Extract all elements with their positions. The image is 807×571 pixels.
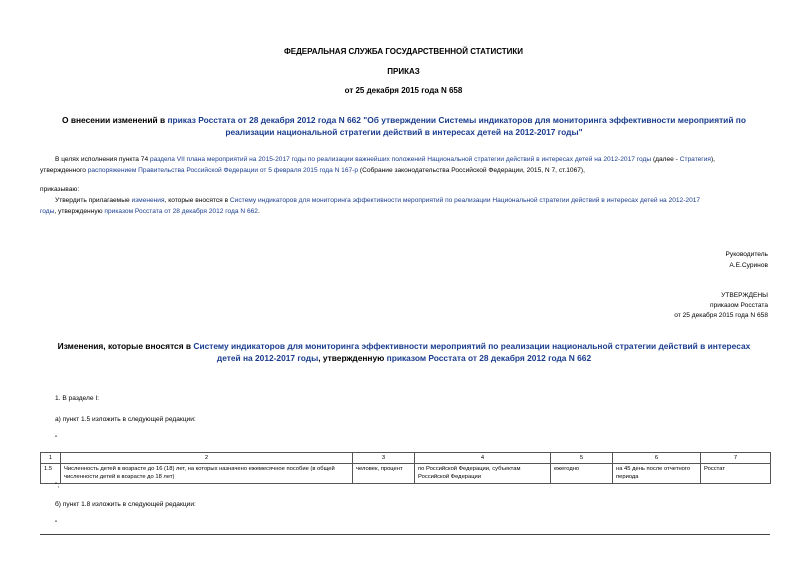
row-responsible: Росстат	[701, 464, 771, 484]
row-indicator: Численность детей в возрасте до 16 (18) лет, на которых назначено ежемесячное пособие (в общей численности детей в возрасте до 18 лет)	[61, 464, 353, 484]
table-header-row	[41, 453, 771, 464]
intro-text-e: (Собрание законодательства Российской Федерации, 2015, N 7, ст.1067),	[358, 167, 585, 174]
order-date: от 25 декабря 2015 года N 658	[344, 86, 463, 95]
quote-open-2: "	[55, 520, 58, 527]
table-header-cell: 2	[61, 453, 353, 464]
approve-line-1	[55, 197, 700, 204]
plan-link[interactable]: раздела VII плана мероприятий на 2015-2017 годы по реализации важнейших положений Национальной стратегии действий в интересах детей на 2012-2017 годы	[149, 156, 652, 163]
approve-line-2	[40, 208, 260, 215]
intro-text-a: В целях исполнения пункта 74	[55, 156, 150, 163]
system-link-cont[interactable]: годы	[40, 208, 55, 215]
intro-line-2	[40, 167, 585, 174]
approve-text-a: Утвердить прилагаемые	[55, 197, 132, 204]
order-title	[46, 115, 762, 138]
quote-open: "	[55, 435, 58, 442]
government-order-link[interactable]: распоряжением Правительства Российской Федерации от 5 февраля 2015 года N 167-р	[87, 167, 359, 174]
agency-title: ФЕДЕРАЛЬНАЯ СЛУЖБА ГОСУДАРСТВЕННОЙ СТАТИСТИКИ	[283, 47, 524, 56]
changes-heading-system-link[interactable]: Систему индикаторов для мониторинга эффективности мероприятий по реализации национальной стратегии действий в интересах детей на 2012-2017 годы	[193, 341, 751, 363]
approve-text-b: , которые вносятся в	[164, 197, 230, 204]
approval-line-3: от 25 декабря 2015 года N 658	[674, 312, 768, 319]
table-header-cell: 5	[551, 453, 613, 464]
changes-heading-prefix: Изменения, которые вносятся в	[57, 341, 194, 351]
intro-text-b: (далее -	[651, 156, 680, 163]
changes-link[interactable]: изменения	[131, 197, 165, 204]
intro-line-1	[55, 156, 715, 163]
row-frequency: ежегодно	[551, 464, 613, 484]
intro-text-d: утвержденного	[40, 167, 88, 174]
table-header-cell: 1	[41, 453, 61, 464]
table-header-cell: 4	[415, 453, 551, 464]
row-unit: человек, процент	[353, 464, 415, 484]
section-item-b: б) пункт 1.8 изложить в следующей редакции:	[55, 501, 196, 508]
bottom-divider	[40, 534, 770, 535]
rosstat-order-link[interactable]: приказом Росстата от 28 декабря 2012 года N 662	[104, 208, 258, 215]
changes-heading-order-link[interactable]: приказом Росстата от 28 декабря 2012 года N 662	[386, 352, 592, 363]
table-header-cell: 3	[353, 453, 415, 464]
section-item-a: а) пункт 1.5 изложить в следующей редакции:	[55, 416, 196, 423]
changes-heading	[56, 341, 752, 364]
table-row	[41, 464, 771, 484]
indicator-table	[40, 452, 771, 484]
row-level: по Российской Федерации, субъектам Российской Федерации	[415, 464, 551, 484]
order-title-link[interactable]: приказ Росстата от 28 декабря 2012 года N 662 "Об утверждении Системы индикаторов для мониторинга эффективности мероприятий по реализации национальной стратегии действий в интересах детей на 2012-2017 годы"	[167, 115, 746, 137]
strategy-link[interactable]: Стратегия	[679, 156, 711, 163]
signer-position: Руководитель	[725, 251, 768, 258]
system-link[interactable]: Систему индикаторов для мониторинга эффективности мероприятий по реализации Национальной стратегии действий в интересах детей на 2012-2017	[229, 197, 701, 204]
order-word: приказываю:	[40, 186, 80, 193]
changes-heading-middle: , утвержденную	[318, 352, 387, 363]
row-deadline: на 45 день после отчетного периода	[613, 464, 701, 484]
approve-text-d: .	[257, 208, 260, 215]
section-item-1: 1. В разделе I:	[55, 395, 100, 402]
approval-line-1: УТВЕРЖДЕНЫ	[721, 292, 768, 299]
table-header-cell: 7	[701, 453, 771, 464]
order-title-prefix: О внесении изменений в	[62, 115, 168, 125]
doc-type: ПРИКАЗ	[387, 67, 420, 76]
quote-close: ";	[55, 482, 60, 489]
approval-line-2: приказом Росстата	[710, 302, 768, 309]
table-header-cell: 6	[613, 453, 701, 464]
approve-text-c: , утвержденную	[54, 208, 105, 215]
intro-text-c: ),	[710, 156, 715, 163]
row-number: 1.5	[41, 464, 61, 484]
signer-name: А.Е.Суринов	[729, 262, 768, 269]
